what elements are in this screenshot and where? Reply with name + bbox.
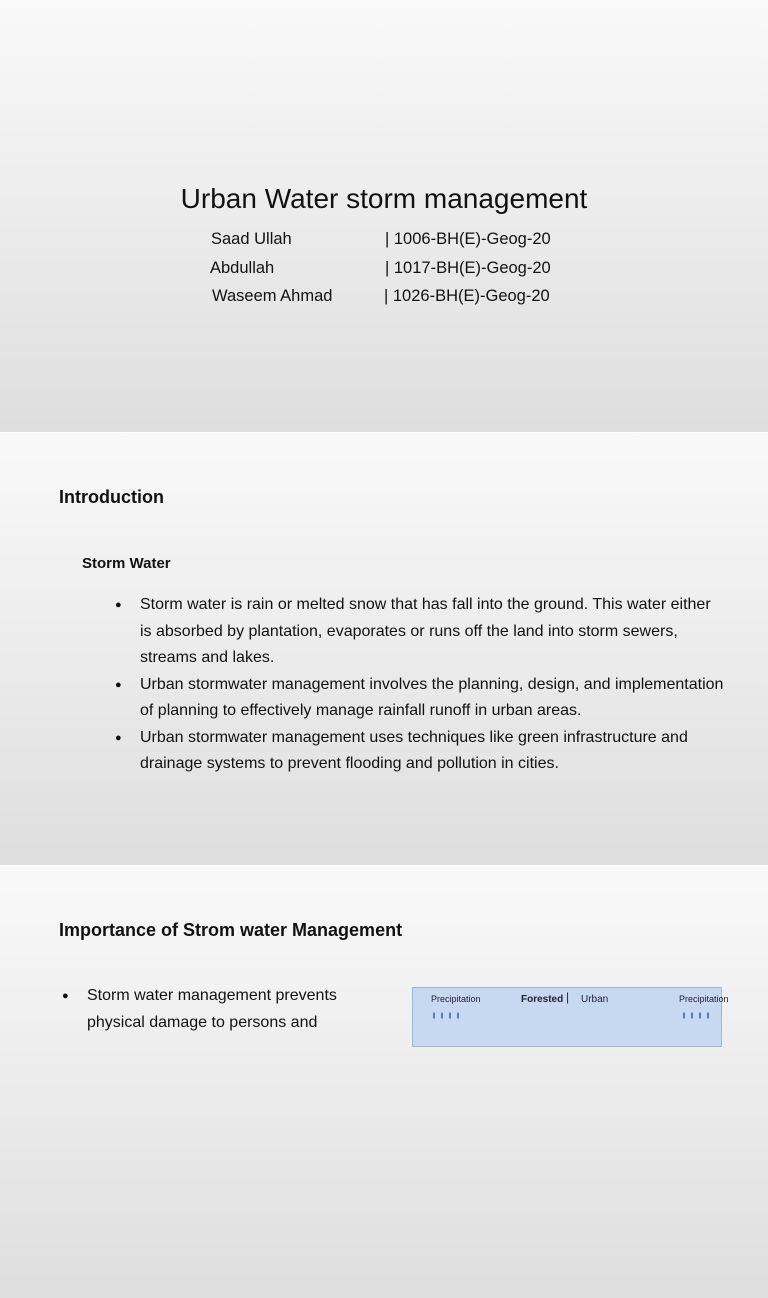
bullet-item: ● Storm water is rain or melted snow that has fall into the ground. This water either is absorbed by plantation, evaporates or runs off the land into storm sewers, streams and lakes. — [115, 592, 725, 672]
bullet-list — [115, 592, 725, 778]
author-name: Waseem Ahmad — [212, 287, 333, 305]
urban-label: Urban — [581, 994, 609, 1005]
forested-vs-urban-figure — [412, 987, 729, 1047]
bullet-item: ● Urban stormwater management uses techniques like green infrastructure and drainage systems to prevent flooding and pollution in cities. — [115, 725, 725, 778]
rain-drops-icon: ╻╻╻╻ — [431, 1008, 464, 1019]
presentation-title: Urban Water storm management — [180, 183, 588, 214]
rain-drops-icon: ╻╻╻╻ — [681, 1008, 714, 1019]
slide-heading: Introduction — [59, 487, 164, 507]
precipitation-label: Precipitation — [679, 994, 729, 1004]
importance-slide — [0, 866, 768, 1298]
title-slide — [0, 0, 768, 432]
slide-subheading: Storm Water — [82, 555, 171, 572]
author-id: | 1006-BH(E)-Geog-20 — [385, 230, 551, 248]
bullet-item: ● Storm water management prevents physical damage to persons and — [62, 983, 382, 1036]
bullet-item: ● Urban stormwater management involves the planning, design, and implementation of planning to effectively manage rainfall runoff in urban areas. — [115, 672, 725, 725]
author-id: | 1017-BH(E)-Geog-20 — [385, 259, 551, 277]
introduction-slide — [0, 433, 768, 865]
divider: | — [566, 990, 570, 1004]
bullet-list — [62, 983, 382, 1036]
forested-label: Forested — [521, 994, 564, 1005]
author-name: Abdullah — [210, 259, 275, 277]
slide-heading: Importance of Strom water Management — [59, 920, 403, 940]
precipitation-label: Precipitation — [431, 994, 481, 1004]
author-name: Saad Ullah — [211, 230, 292, 248]
author-id: | 1026-BH(E)-Geog-20 — [384, 287, 550, 305]
